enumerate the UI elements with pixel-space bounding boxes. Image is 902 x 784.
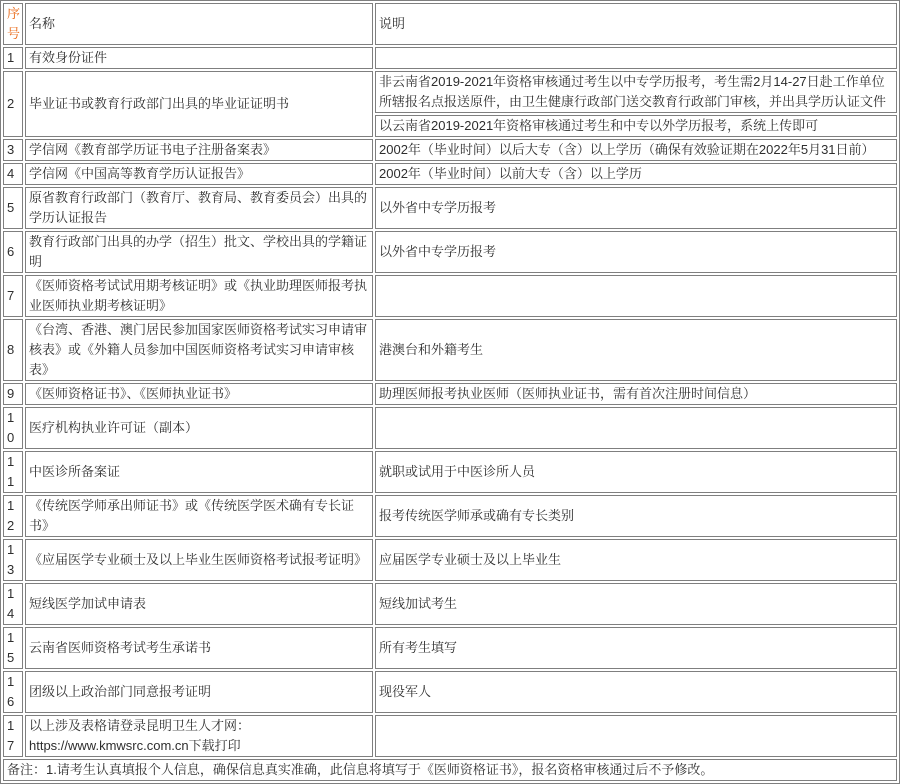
cell-desc: 非云南省2019-2021年资格审核通过考生以中专学历报考，考生需2月14-27日赴工作单位所辖报名点报送原件，由卫生健康行政部门送交教育行政部门审核，并出具学历认证文件 xyxy=(375,71,897,113)
download-site-url: https://www.kmwsrc.com.cn下载打印 xyxy=(29,738,241,753)
cell-no: 4 xyxy=(3,163,23,185)
cell-name: 云南省医师资格考试考生承诺书 xyxy=(25,627,373,669)
cell-name: 团级以上政治部门同意报考证明 xyxy=(25,671,373,713)
cell-desc: 港澳台和外籍考生 xyxy=(375,319,897,381)
cell-desc: 以外省中专学历报考 xyxy=(375,231,897,273)
cell-no: 15 xyxy=(3,627,23,669)
table-row xyxy=(3,231,897,273)
table-row xyxy=(3,495,897,537)
table-row xyxy=(3,71,897,113)
cell-name xyxy=(25,715,373,757)
cell-name: 学信网《中国高等教育学历认证报告》 xyxy=(25,163,373,185)
cell-no: 13 xyxy=(3,539,23,581)
cell-desc xyxy=(375,47,897,69)
header-desc: 说明 xyxy=(375,3,897,45)
table-row xyxy=(3,139,897,161)
cell-desc: 2002年（毕业时间）以前大专（含）以上学历 xyxy=(375,163,897,185)
cell-no: 6 xyxy=(3,231,23,273)
cell-desc xyxy=(375,275,897,317)
download-site-label: 以上涉及表格请登录昆明卫生人才网： xyxy=(29,718,251,733)
cell-no: 9 xyxy=(3,383,23,405)
cell-desc: 2002年（毕业时间）以后大专（含）以上学历（确保有效验证期在2022年5月31日前） xyxy=(375,139,897,161)
cell-desc xyxy=(375,715,897,757)
cell-no: 14 xyxy=(3,583,23,625)
cell-name: 中医诊所备案证 xyxy=(25,451,373,493)
cell-desc: 报考传统医学师承或确有专长类别 xyxy=(375,495,897,537)
table-row xyxy=(3,187,897,229)
cell-desc: 所有考生填写 xyxy=(375,627,897,669)
cell-name: 《医师资格证书》、《医师执业证书》 xyxy=(25,383,373,405)
cell-desc xyxy=(375,407,897,449)
footer-note: 备注：1.请考生认真填报个人信息，确保信息真实准确，此信息将填写于《医师资格证书》，报名资格审核通过后不予修改。 xyxy=(3,759,897,781)
cell-no: 12 xyxy=(3,495,23,537)
table-row xyxy=(3,383,897,405)
cell-name: 学信网《教育部学历证书电子注册备案表》 xyxy=(25,139,373,161)
cell-desc: 就职或试用于中医诊所人员 xyxy=(375,451,897,493)
table-header-row xyxy=(3,3,897,45)
cell-no: 5 xyxy=(3,187,23,229)
table-row xyxy=(3,583,897,625)
cell-desc: 以外省中专学历报考 xyxy=(375,187,897,229)
cell-name: 原省教育行政部门（教育厅、教育局、教育委员会）出具的学历认证报告 xyxy=(25,187,373,229)
cell-name: 《医师资格考试试用期考核证明》或《执业助理医师报考执业医师执业期考核证明》 xyxy=(25,275,373,317)
table-row xyxy=(3,671,897,713)
cell-name: 医疗机构执业许可证（副本） xyxy=(25,407,373,449)
table-row xyxy=(3,539,897,581)
table-row xyxy=(3,715,897,757)
table-row xyxy=(3,319,897,381)
table-row xyxy=(3,407,897,449)
table-row xyxy=(3,627,897,669)
cell-desc: 应届医学专业硕士及以上毕业生 xyxy=(375,539,897,581)
cell-no: 10 xyxy=(3,407,23,449)
cell-name: 《应届医学专业硕士及以上毕业生医师资格考试报考证明》 xyxy=(25,539,373,581)
cell-no: 2 xyxy=(3,71,23,137)
cell-name: 短线医学加试申请表 xyxy=(25,583,373,625)
cell-desc: 助理医师报考执业医师（医师执业证书，需有首次注册时间信息） xyxy=(375,383,897,405)
table-row xyxy=(3,275,897,317)
table-row xyxy=(3,47,897,69)
cell-no: 11 xyxy=(3,451,23,493)
table-row xyxy=(3,163,897,185)
header-no: 序号 xyxy=(3,3,23,45)
cell-no: 8 xyxy=(3,319,23,381)
cell-name: 《台湾、香港、澳门居民参加国家医师资格考试实习申请审核表》或《外籍人员参加中国医师资格考试实习申请审核表》 xyxy=(25,319,373,381)
cell-name: 教育行政部门出具的办学（招生）批文、学校出具的学籍证明 xyxy=(25,231,373,273)
table-row xyxy=(3,451,897,493)
cell-no: 3 xyxy=(3,139,23,161)
cell-desc: 短线加试考生 xyxy=(375,583,897,625)
cell-desc: 现役军人 xyxy=(375,671,897,713)
header-name: 名称 xyxy=(25,3,373,45)
cell-no: 1 xyxy=(3,47,23,69)
table-footer-row xyxy=(3,759,897,781)
cell-no: 17 xyxy=(3,715,23,757)
cell-name: 有效身份证件 xyxy=(25,47,373,69)
cell-desc: 以云南省2019-2021年资格审核通过考生和中专以外学历报考，系统上传即可 xyxy=(375,115,897,137)
cell-name: 毕业证书或教育行政部门出具的毕业证证明书 xyxy=(25,71,373,137)
cell-no: 7 xyxy=(3,275,23,317)
cell-name: 《传统医学师承出师证书》或《传统医学医术确有专长证书》 xyxy=(25,495,373,537)
cell-no: 16 xyxy=(3,671,23,713)
